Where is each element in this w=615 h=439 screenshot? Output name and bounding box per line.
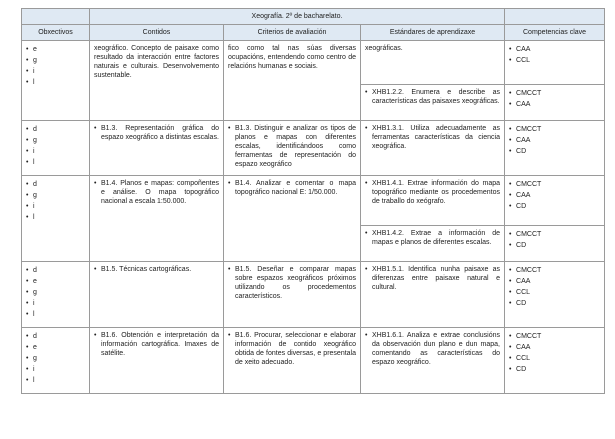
- objective-item: • l: [26, 157, 85, 168]
- standard-cell: [361, 176, 505, 226]
- col-header-competences: Competencias clave: [505, 25, 605, 41]
- objectives-cell: [22, 121, 90, 176]
- competence-item: • CCL: [509, 287, 600, 298]
- competence-item: • CD: [509, 240, 600, 251]
- competence-item: • CAA: [509, 44, 600, 55]
- table-row: [22, 41, 605, 85]
- objectives-cell: [22, 41, 90, 121]
- competence-item: • CMCCT: [509, 331, 600, 342]
- criteria-cell: [224, 121, 361, 176]
- standard-item: • XHB1.5.1. Identifica nunha paisaxe as diferenzas entre paisaxe natural e cultural.: [365, 265, 500, 292]
- content-cell: [90, 176, 224, 262]
- objective-item: • g: [26, 135, 85, 146]
- objective-item: • l: [26, 375, 85, 386]
- content-cell: [90, 328, 224, 394]
- table-row: [22, 328, 605, 394]
- objective-item: • i: [26, 66, 85, 77]
- objectives-cell: [22, 262, 90, 328]
- competence-item: • CMCCT: [509, 88, 600, 99]
- competence-item: • CD: [509, 146, 600, 157]
- competence-item: • CMCCT: [509, 179, 600, 190]
- standard-item: • XHB1.4.1. Extrae información do mapa topográfico mediante os procedementos de traballo do xeógrafo.: [365, 179, 500, 206]
- competence-item: • CD: [509, 201, 600, 212]
- objective-item: • i: [26, 146, 85, 157]
- objective-item: • e: [26, 342, 85, 353]
- standard-cell: [361, 328, 505, 394]
- objective-item: • d: [26, 124, 85, 135]
- competences-cell: [505, 226, 605, 262]
- content-item: • B1.5. Técnicas cartográficas.: [94, 265, 219, 274]
- header-row: [22, 25, 605, 41]
- title-blank-cell: [22, 9, 90, 25]
- title-row: [22, 9, 605, 25]
- criteria-cell: [224, 262, 361, 328]
- competence-item: • CMCCT: [509, 265, 600, 276]
- competences-cell: [505, 41, 605, 85]
- content-cell: [90, 121, 224, 176]
- objectives-cell: [22, 176, 90, 262]
- objective-item: • i: [26, 298, 85, 309]
- competences-cell: [505, 121, 605, 176]
- objective-item: • d: [26, 331, 85, 342]
- criteria-cell: [224, 176, 361, 262]
- standard-item: • XHB1.6.1. Analiza e extrae conclusións da observación dun plano e dun mapa, comentando as características do espazo xeográfico.: [365, 331, 500, 367]
- objective-item: • l: [26, 212, 85, 223]
- objective-item: • g: [26, 353, 85, 364]
- objective-item: • d: [26, 179, 85, 190]
- col-header-content: Contidos: [90, 25, 224, 41]
- objective-item: • i: [26, 201, 85, 212]
- criteria-item: • B1.3. Distinguir e analizar os tipos de planos e mapas con diferentes escalas, identificándoos como ferramentas de representación do espazo xeográfico: [228, 124, 356, 169]
- col-header-standards: Estándares de aprendizaxe: [361, 25, 505, 41]
- standard-item: • XHB1.4.2. Extrae a información de mapas e planos de diferentes escalas.: [365, 229, 500, 247]
- content-cell: [90, 262, 224, 328]
- objective-item: • g: [26, 190, 85, 201]
- standard-cell: [361, 262, 505, 328]
- content-item: • B1.6. Obtención e interpretación da información cartográfica. Imaxes de satélite.: [94, 331, 219, 358]
- competence-item: • CMCCT: [509, 229, 600, 240]
- standard-item: • XHB1.3.1. Utiliza adecuadamente as ferramentas características da ciencia xeográfica.: [365, 124, 500, 151]
- competence-item: • CCL: [509, 353, 600, 364]
- objective-item: • e: [26, 44, 85, 55]
- criteria-item: • B1.5. Deseñar e comparar mapas sobre espazos xeográficos próximos utilizando os procedementos característicos.: [228, 265, 356, 301]
- title-blank-cell-right: [505, 9, 605, 25]
- objective-item: • d: [26, 265, 85, 276]
- standard-cell: xeográficas.: [361, 41, 505, 85]
- competence-item: • CAA: [509, 342, 600, 353]
- objective-item: • g: [26, 55, 85, 66]
- objective-item: • l: [26, 77, 85, 88]
- competence-item: • CD: [509, 298, 600, 309]
- content-item: • B1.4. Planos e mapas: compoñentes e análise. O mapa topográfico nacional a escala 1:50.000.: [94, 179, 219, 206]
- criteria-cell: fico como tal nas súas diversas ocupacións, entendendo como centro de relacións humanas e sociais.: [224, 41, 361, 121]
- competence-item: • CAA: [509, 135, 600, 146]
- standard-item: • XHB1.2.2. Enumera e describe as características das paisaxes xeográficas.: [365, 88, 500, 106]
- content-item: • B1.3. Representación gráfica do espazo xeográfico a distintas escalas.: [94, 124, 219, 142]
- competence-item: • CMCCT: [509, 124, 600, 135]
- col-header-criteria: Criterios de avaliación: [224, 25, 361, 41]
- standard-cell: [361, 85, 505, 121]
- competence-item: • CAA: [509, 99, 600, 110]
- col-header-objectives: Obxectivos: [22, 25, 90, 41]
- criteria-item: • B1.4. Analizar e comentar o mapa topográfico nacional E: 1/50.000.: [228, 179, 356, 197]
- competence-item: • CAA: [509, 276, 600, 287]
- criteria-cell: [224, 328, 361, 394]
- table-row: [22, 262, 605, 328]
- competences-cell: [505, 85, 605, 121]
- competence-item: • CAA: [509, 190, 600, 201]
- objective-item: • e: [26, 276, 85, 287]
- competences-cell: [505, 328, 605, 394]
- curriculum-table: [21, 8, 605, 394]
- table-title: Xeografía. 2º de bacharelato.: [90, 9, 505, 25]
- standard-cell: [361, 121, 505, 176]
- competences-cell: [505, 176, 605, 226]
- table-row: [22, 121, 605, 176]
- objectives-cell: [22, 328, 90, 394]
- competences-cell: [505, 262, 605, 328]
- objective-item: • g: [26, 287, 85, 298]
- standard-cell: [361, 226, 505, 262]
- table-row: [22, 176, 605, 226]
- content-cell: xeográfico. Concepto de paisaxe como resultado da interacción entre factores naturais e culturais. Desenvolvemento sustentable.: [90, 41, 224, 121]
- competence-item: • CD: [509, 364, 600, 375]
- objective-item: • l: [26, 309, 85, 320]
- objective-item: • i: [26, 364, 85, 375]
- criteria-item: • B1.6. Procurar, seleccionar e elaborar información de contido xeográfico obtida de fontes diversas, e presentala de xeito adecuado.: [228, 331, 356, 367]
- competence-item: • CCL: [509, 55, 600, 66]
